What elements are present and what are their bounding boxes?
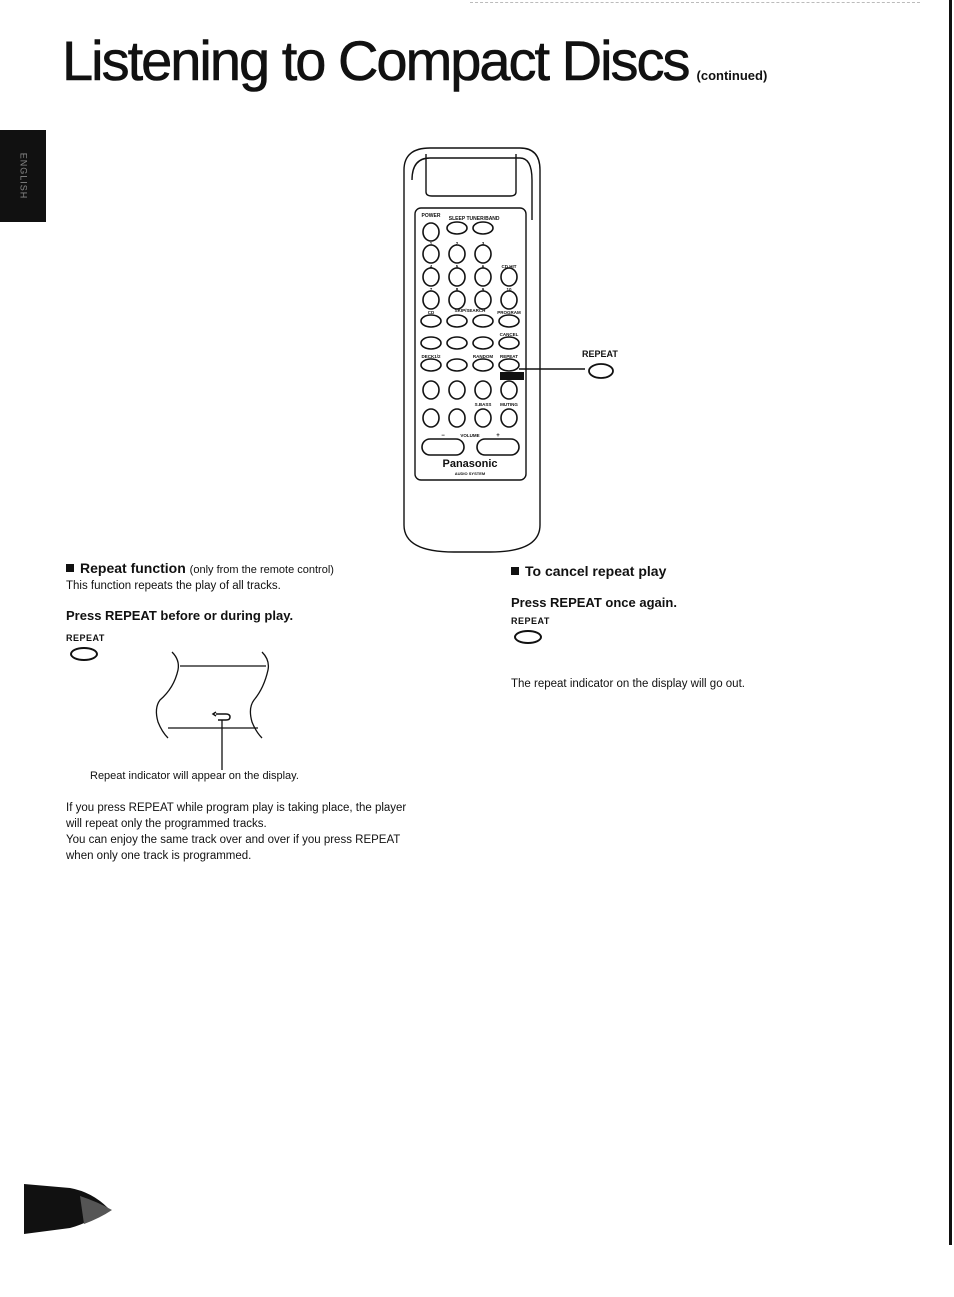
brand-logo: Panasonic	[442, 458, 498, 470]
page-title-text: Listening to Compact Discs	[62, 29, 689, 92]
repeat-step-instruction: Press REPEAT before or during play.	[66, 608, 294, 623]
random-button	[473, 359, 493, 371]
volume-minus-label: −	[441, 433, 445, 439]
random-label: RANDOM	[472, 354, 494, 359]
num9-button	[475, 291, 491, 309]
repeat-callout-label: REPEAT	[582, 349, 618, 359]
num8-label: 8	[455, 287, 459, 292]
repeat-label: REPEAT	[500, 354, 518, 359]
num2-label: 2	[455, 241, 459, 246]
program-button	[499, 315, 519, 327]
muting-label: MUTING	[500, 402, 518, 407]
num4-button	[423, 268, 439, 286]
cancel-step-instruction: Press REPEAT once again.	[511, 595, 677, 610]
display-illustration	[150, 648, 290, 773]
num5-button	[449, 268, 465, 286]
sleep-label: SLEEP	[448, 216, 466, 222]
bullet-square-icon	[511, 567, 519, 575]
repeat-function-intro: This function repeats the play of all tracks.	[66, 580, 281, 592]
side-tab-label: ENGLISH	[18, 152, 29, 200]
num10-button	[501, 291, 517, 309]
sleep-button	[447, 222, 467, 234]
volume-down-button	[422, 439, 464, 455]
ff-button	[449, 409, 465, 427]
num3-button	[475, 245, 491, 263]
volume-label: VOLUME	[460, 433, 480, 438]
cancel-label: CANCEL	[499, 332, 519, 337]
num8-button	[449, 291, 465, 309]
skip-back-button	[447, 315, 467, 327]
cancel-repeat-title: To cancel repeat play	[525, 563, 667, 579]
repeat-function-heading	[66, 560, 334, 576]
num2-button	[449, 245, 465, 263]
repeat-function-note: (only from the remote control)	[189, 564, 334, 576]
rev-mode-button	[447, 359, 467, 371]
rew2-button	[423, 409, 439, 427]
num10-label: 10	[506, 287, 512, 292]
num3-label: 3	[481, 241, 485, 246]
page-title-suffix: (continued)	[696, 68, 768, 83]
brand-subtitle: AUDIO SYSTEM	[454, 471, 486, 476]
cancel-button	[499, 337, 519, 349]
volume-plus-label: +	[496, 433, 500, 439]
program-repeat-line-2: will repeat only the programmed tracks.	[66, 818, 267, 830]
deck-label: DECK1/2	[421, 354, 441, 359]
repeat-button-label: REPEAT	[66, 633, 105, 643]
num1-label: 1	[429, 241, 433, 246]
skip-search-label: SKIP/SEARCH	[454, 308, 486, 313]
num4-label: 4	[429, 264, 433, 269]
cancel-repeat-button-label: REPEAT	[511, 616, 550, 626]
repeat-function-title: Repeat function	[80, 560, 186, 576]
program-label: PROGRAM	[497, 310, 521, 315]
cancel-repeat-button-icon	[514, 630, 542, 644]
tuner-band-label: TUNER/BAND	[466, 216, 500, 222]
rec-pause-tag	[500, 372, 524, 380]
muting-button	[501, 409, 517, 427]
cd-button	[421, 315, 441, 327]
play2-button	[475, 381, 491, 399]
num6-label: 6	[481, 264, 485, 269]
power-label: POWER	[421, 213, 441, 219]
language-side-tab	[0, 130, 46, 222]
single-track-line-1: You can enjoy the same track over and over if you press REPEAT	[66, 834, 401, 846]
cd-hit-button	[501, 268, 517, 286]
program-repeat-paragraph	[66, 800, 446, 864]
bullet-square-icon	[66, 564, 74, 572]
volume-up-button	[477, 439, 519, 455]
page-edge-rule	[949, 0, 952, 1245]
num5-label: 5	[455, 264, 459, 269]
stop3-button	[449, 381, 465, 399]
rew-button	[423, 381, 439, 399]
power-button	[423, 223, 439, 241]
stop2-button	[473, 337, 493, 349]
num7-button	[423, 291, 439, 309]
num6-button	[475, 268, 491, 286]
skip-forward-button	[473, 315, 493, 327]
page-arrow-icon	[20, 1178, 120, 1238]
cd-hit-label: CD HIT	[501, 264, 517, 269]
cancel-repeat-heading	[511, 563, 666, 579]
num9-label: 9	[481, 287, 485, 292]
record-button	[501, 381, 517, 399]
tuner-band-button	[473, 222, 493, 234]
cancel-result-text: The repeat indicator on the display will go out.	[511, 678, 745, 690]
remote-repeat-button	[499, 359, 519, 371]
display-caption: Repeat indicator will appear on the display.	[90, 770, 299, 782]
top-dashed-rule	[470, 2, 920, 3]
s-bass-label: S.BASS	[474, 402, 492, 407]
play-button	[421, 337, 441, 349]
num1-button	[423, 245, 439, 263]
single-track-line-2: when only one track is programmed.	[66, 850, 252, 862]
repeat-callout-button	[589, 364, 613, 378]
cd-label: CD	[427, 310, 435, 315]
repeat-button-icon	[70, 647, 98, 661]
num7-label: 7	[429, 287, 433, 292]
page-title	[62, 28, 767, 93]
s-bass-button	[475, 409, 491, 427]
program-repeat-line-1: If you press REPEAT while program play is taking place, the player	[66, 802, 407, 814]
stop-button	[447, 337, 467, 349]
deck-button	[421, 359, 441, 371]
